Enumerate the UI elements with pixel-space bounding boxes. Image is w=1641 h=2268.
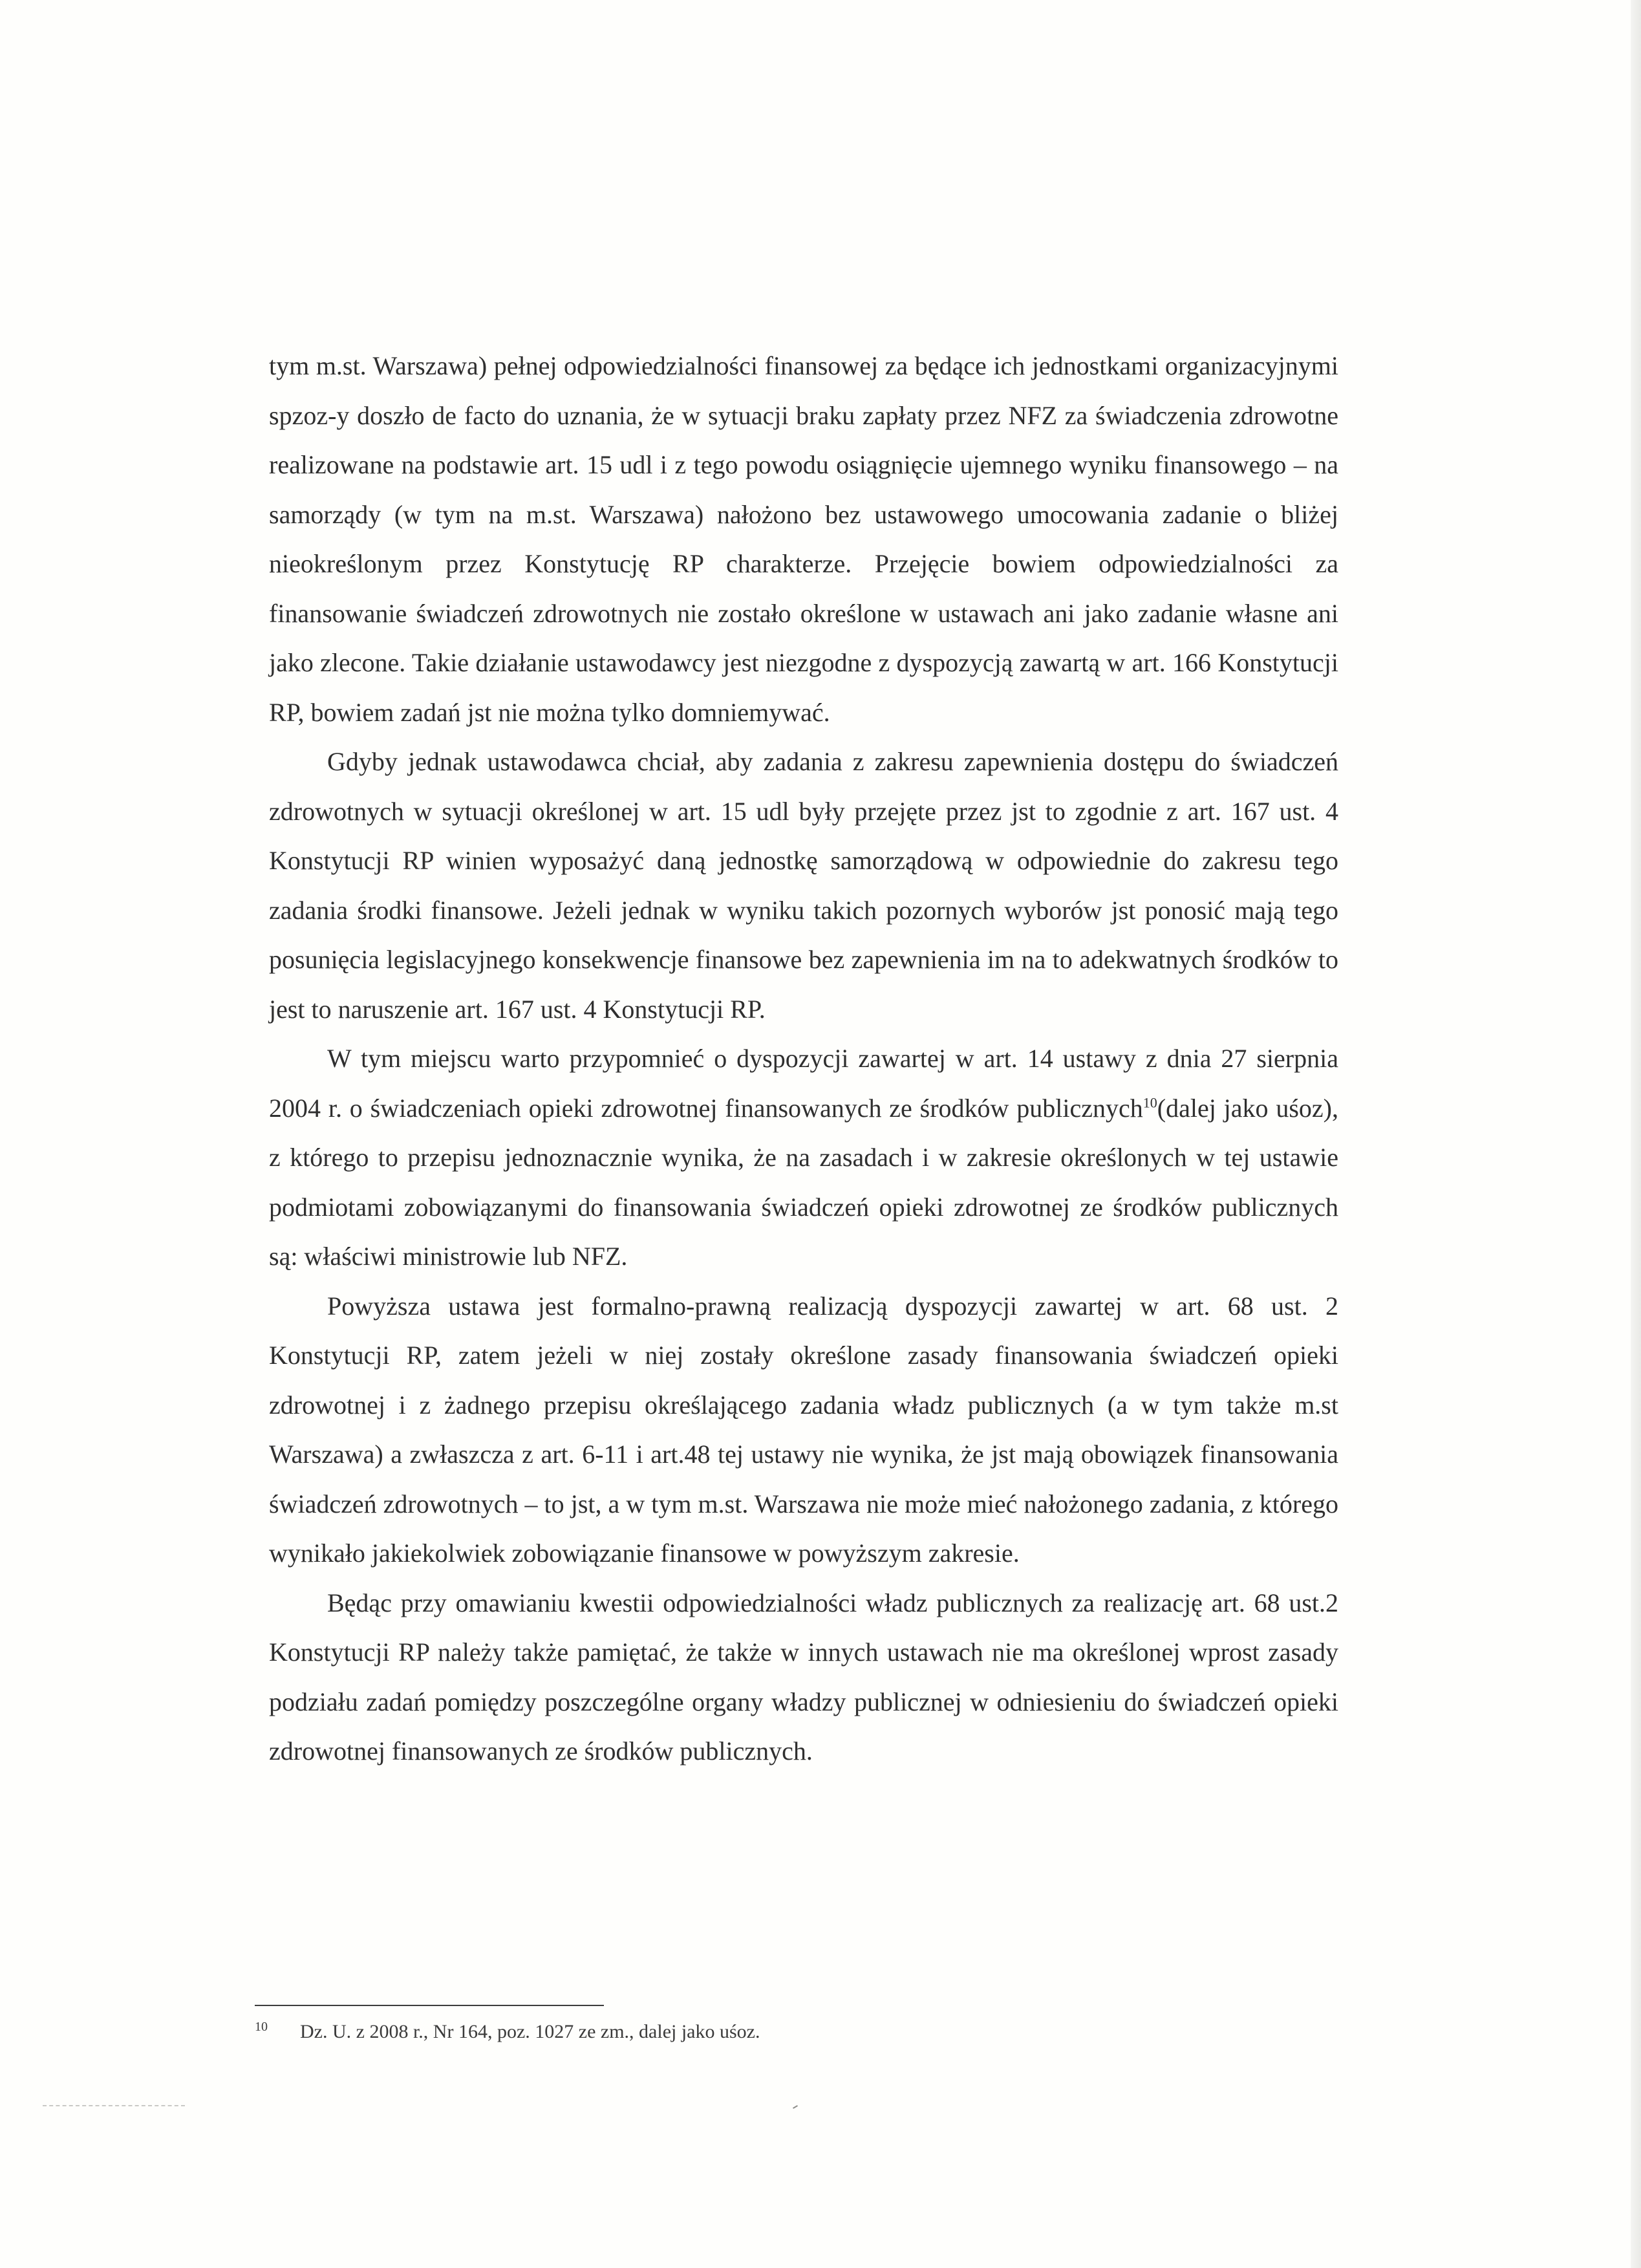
scan-artifact-line (43, 2105, 185, 2106)
footnote-text: Dz. U. z 2008 r., Nr 164, poz. 1027 ze zm., dalej jako uśoz. (300, 2021, 760, 2042)
scan-edge (1631, 0, 1641, 2268)
paragraph-powyzsza: Powyższa ustawa jest formalno-prawną realizacją dyspozycji zawartej w art. 68 ust. 2 Konstytucji RP, zatem jeżeli w niej zostały określone zasady finansowania świadczeń opieki zdrowotnej i z żadnego przepisu określającego zadania władz publicznych (a w tym także m.st Warszawa) a zwłaszcza z art. 6-11 i art.48 tej ustawy nie wynika, że jst mają obowiązek finansowania świadczeń zdrowotnych – to jst, a w tym m.st. Warszawa nie może mieć nałożonego zadania, z którego wynikało jakiekolwiek zobowiązanie finansowe w powyższym zakresie. (269, 1291, 1338, 1568)
paragraph-continuation: tym m.st. Warszawa) pełnej odpowiedzialności finansowej za będące ich jednostkami organizacyjnymi spzoz-y doszło de facto do uznania, że w sytuacji braku zapłaty przez NFZ za świadczenia zdrowotne realizowane na podstawie art. 15 udl i z tego powodu osiągnięcie ujemnego wyniku finansowego – na samorządy (w tym na m.st. Warszawa) nałożono bez ustawowego umocowania zadanie o bliżej nieokreślonym przez Konstytucję RP charakterze. Przejęcie bowiem odpowiedzialności za finansowanie świadczeń zdrowotnych nie zostało określone w ustawach ani jako zadanie własne ani jako zlecone. Takie działanie ustawodawcy jest niezgodne z dyspozycją zawartą w art. 166 Konstytucji RP, bowiem zadań jst nie można tylko domniemywać. (269, 351, 1338, 727)
scan-artifact-mark (793, 2105, 798, 2109)
document-body (269, 341, 1338, 1777)
paragraph-w-tym-miejscu (269, 1034, 1338, 1282)
paragraph-bedac: Będąc przy omawianiu kwestii odpowiedzialności władz publicznych za realizację art. 68 ust.2 Konstytucji RP należy także pamiętać, że także w innych ustawach nie ma określonej wprost zasady podziału zadań pomiędzy poszczególne organy władzy publicznej w odniesieniu do świadczeń opieki zdrowotnej finansowanych ze środków publicznych. (269, 1588, 1338, 1766)
footnote-separator (255, 2005, 604, 2006)
paragraph-gdyby: Gdyby jednak ustawodawca chciał, aby zadania z zakresu zapewnienia dostępu do świadczeń zdrowotnych w sytuacji określonej w art. 15 udl były przejęte przez jst to zgodnie z art. 167 ust. 4 Konstytucji RP winien wyposażyć daną jednostkę samorządową w odpowiednie do zakresu tego zadania środki finansowe. Jeżeli jednak w wyniku takich pozornych wyborów jst ponosić mają tego posunięcia legislacyjnego konsekwencje finansowe bez zapewnienia im na to adekwatnych środków to jest to naruszenie art. 167 ust. 4 Konstytucji RP. (269, 747, 1338, 1024)
paragraph-text-before-footnote: W tym miejscu warto przypomnieć o dyspozycji zawartej w art. 14 ustawy z dnia 27 sierpnia 2004 r. o świadczeniach opieki zdrowotnej finansowanych ze środków publicznych (269, 1044, 1338, 1123)
footnote (255, 2013, 1095, 2046)
paragraph-text-after-footnote: (dalej jako uśoz), z którego to przepisu jednoznacznie wynika, że na zasadach i w zakresie określonych w tej ustawie podmiotami zobowiązanymi do finansowania świadczeń opieki zdrowotnej ze środków publicznych są: właściwi ministrowie lub NFZ. (269, 1093, 1338, 1271)
footnote-number: 10 (255, 2020, 268, 2034)
footnote-reference: 10 (1142, 1094, 1157, 1111)
